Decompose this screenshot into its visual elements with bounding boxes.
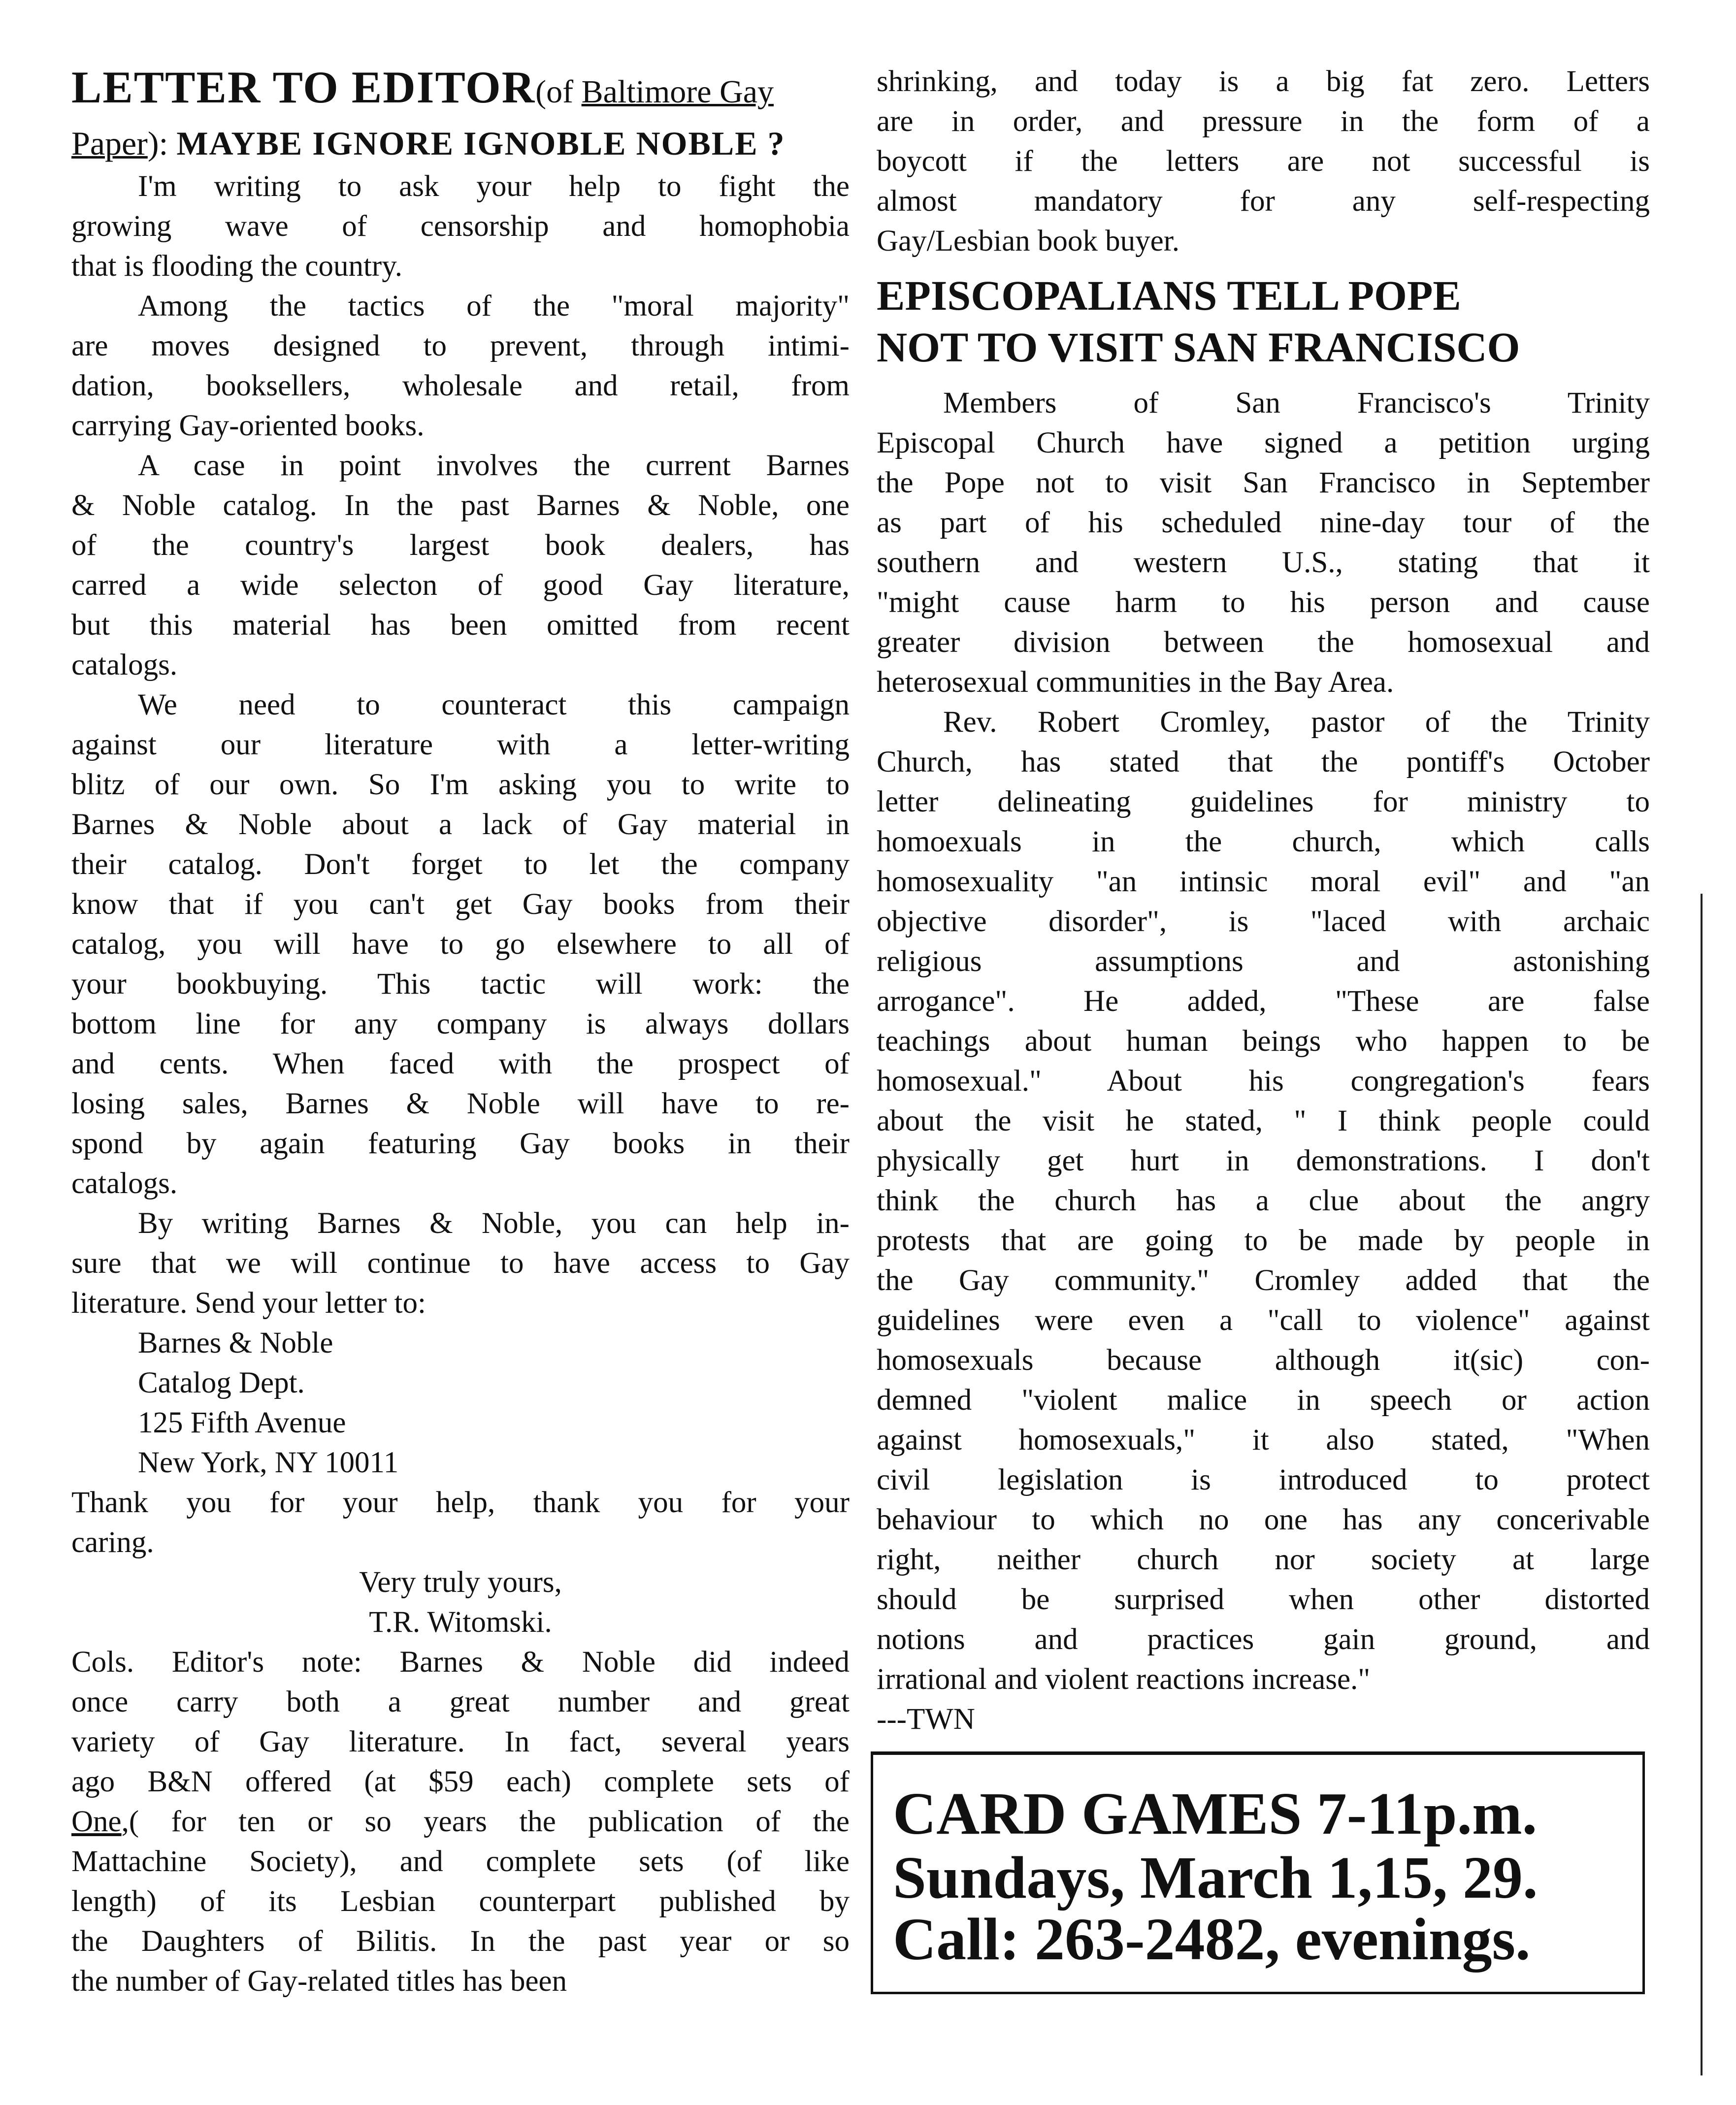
source-name-cont: Paper (71, 125, 148, 162)
text-line: civil legislation is introduced to protect (877, 1463, 1650, 1496)
text-line: think the church has a clue about the angry (877, 1184, 1650, 1217)
text-line: 125 Fifth Avenue (138, 1406, 346, 1439)
text-line: letter delineating guidelines for ministry to (877, 785, 1650, 818)
text-line: catalog, you will have to go elsewhere to all of (71, 928, 850, 961)
text-line: growing wave of censorship and homophobia (71, 210, 850, 243)
text-line: about the visit he stated, " I think people could (877, 1104, 1650, 1137)
text-line: Members of San Francisco's Trinity (943, 387, 1650, 420)
text-line: spond by again featuring Gay books in their (71, 1127, 850, 1160)
letter-headline (71, 58, 850, 121)
text-line: their catalog. Don't forget to let the company (71, 848, 850, 881)
text-line: Gay/Lesbian book buyer. (877, 225, 1179, 258)
text-line: physically get hurt in demonstrations. I don't (877, 1144, 1650, 1177)
text-line: sure that we will continue to have access to Gay (71, 1247, 850, 1280)
letter-body (71, 166, 850, 2001)
text-line: Episcopal Church have signed a petition urging (877, 426, 1650, 459)
text-line: right, neither church nor society at large (877, 1543, 1650, 1576)
text-line: almost mandatory for any self-respecting (877, 185, 1650, 218)
text-line: protests that are going to be made by people in (877, 1224, 1650, 1257)
text-line: Cols. Editor's note: Barnes & Noble did indeed (71, 1646, 850, 1679)
text-line: are in order, and pressure in the form of a (877, 105, 1650, 138)
text-line: once carry both a great number and great (71, 1685, 850, 1718)
text-line: homosexual." About his congregation's fears (877, 1065, 1650, 1098)
text-line: irrational and violent reactions increase." (877, 1663, 1371, 1696)
text-line: the Pope not to visit San Francisco in September (877, 466, 1650, 499)
text-line: Thank you for your help, thank you for your (71, 1486, 850, 1519)
text-line: objective disorder", is "laced with archaic (877, 905, 1650, 938)
text-line: Barnes & Noble about a lack of Gay material in (71, 808, 850, 841)
text-line: A case in point involves the current Barnes (138, 449, 850, 482)
text-line: homoexuals in the church, which calls (877, 825, 1650, 858)
text-line: arrogance". He added, "These are false (877, 985, 1650, 1018)
text-line: guidelines were even a "call to violence" against (877, 1304, 1650, 1337)
text-line: carred a wide selecton of good Gay literature, (71, 569, 850, 602)
article-headline (877, 270, 1665, 373)
text-line: your bookbuying. This tactic will work: the (71, 968, 850, 1001)
text-line: behaviour to which no one has any concerivable (877, 1503, 1650, 1536)
source-name: Baltimore Gay (581, 74, 774, 110)
ad-line: Call: 263-2482, evenings. (893, 1906, 1531, 1973)
text-line: the Daughters of Bilitis. In the past year or so (71, 1925, 850, 1958)
headline-text: LETTER TO EDITOR (71, 62, 536, 112)
text-line: Catalog Dept. (138, 1366, 305, 1399)
continuation-text (877, 62, 1650, 261)
card-games-ad-box (871, 1751, 1645, 1994)
text-line: Church, has stated that the pontiff's October (877, 745, 1650, 778)
article-body (877, 383, 1650, 1739)
text-line: notions and practices gain ground, and (877, 1623, 1650, 1656)
ad-line: CARD GAMES 7-11p.m. (893, 1781, 1538, 1847)
text-line: of the country's largest book dealers, has (71, 529, 850, 562)
text-line: Very truly yours, (359, 1566, 562, 1599)
text-line: homosexuals because although it(sic) con- (877, 1344, 1650, 1377)
text-line: ago B&N offered (at $59 each) complete sets of (71, 1765, 850, 1798)
text-line: T.R. Witomski. (369, 1606, 552, 1639)
text-line: are moves designed to prevent, through intimi- (71, 329, 850, 362)
text-line: the number of Gay-related titles has been (71, 1965, 567, 1998)
text-line: dation, booksellers, wholesale and retail, from (71, 369, 850, 402)
text-line: should be surprised when other distorted (877, 1583, 1650, 1616)
text-line: against homosexuals," it also stated, "When (877, 1424, 1650, 1457)
text-line: We need to counteract this campaign (138, 688, 850, 721)
text-line: boycott if the letters are not successful is (877, 145, 1650, 178)
ad-line: Sundays, March 1,15, 29. (893, 1845, 1538, 1911)
text-line: losing sales, Barnes & Noble will have to re- (71, 1087, 850, 1120)
text-line: and cents. When faced with the prospect of (71, 1047, 850, 1080)
text-line: catalogs. (71, 648, 178, 681)
text-line: "might cause harm to his person and cause (877, 586, 1650, 619)
text-line: that is flooding the country. (71, 250, 403, 283)
article-headline-line: EPISCOPALIANS TELL POPE (877, 272, 1461, 319)
letter-subheadline (71, 121, 850, 165)
text-line: as part of his scheduled nine-day tour of the (877, 506, 1650, 539)
text-line: Rev. Robert Cromley, pastor of the Trinity (943, 706, 1650, 739)
source-prefix: (of (535, 74, 582, 110)
text-line: literature. Send your letter to: (71, 1287, 426, 1320)
text-line: heterosexual communities in the Bay Area. (877, 666, 1394, 699)
text-line: One,( for ten or so years the publication of the (71, 1805, 850, 1838)
subheadline-text: MAYBE IGNORE IGNOBLE NOBLE ? (176, 125, 786, 162)
text-line: Mattachine Society), and complete sets (of like (71, 1845, 850, 1878)
text-line: teachings about human beings who happen to be (877, 1025, 1650, 1058)
text-line: the Gay community." Cromley added that the (877, 1264, 1650, 1297)
text-line: shrinking, and today is a big fat zero. Letters (877, 65, 1650, 98)
text-line: catalogs. (71, 1167, 178, 1200)
text-line: know that if you can't get Gay books from their (71, 888, 850, 921)
text-line: religious assumptions and astonishing (877, 945, 1650, 978)
text-line: blitz of our own. So I'm asking you to write to (71, 768, 850, 801)
text-line: & Noble catalog. In the past Barnes & Noble, one (71, 489, 850, 522)
text-line: By writing Barnes & Noble, you can help in- (138, 1207, 850, 1240)
text-line: I'm writing to ask your help to fight the (138, 170, 850, 203)
column-rule (1701, 894, 1703, 2075)
letter-to-editor-column (71, 58, 850, 2001)
text-line: greater division between the homosexual and (877, 626, 1650, 659)
text-line: Barnes & Noble (138, 1327, 333, 1360)
text-line: bottom line for any company is always dollars (71, 1007, 850, 1040)
source-suffix: ): (147, 125, 177, 162)
text-line: against our literature with a letter-writing (71, 728, 850, 761)
article-headline-line: NOT TO VISIT SAN FRANCISCO (877, 324, 1520, 371)
text-line: variety of Gay literature. In fact, several years (71, 1725, 850, 1758)
text-line: homosexuality "an intinsic moral evil" and "an (877, 865, 1650, 898)
text-line: carrying Gay-oriented books. (71, 409, 425, 442)
text-line: ---TWN (877, 1703, 975, 1736)
text-line: caring. (71, 1526, 154, 1559)
text-line: demned "violent malice in speech or action (877, 1384, 1650, 1417)
text-line: southern and western U.S., stating that it (877, 546, 1650, 579)
text-line: New York, NY 10011 (138, 1446, 399, 1479)
text-line: length) of its Lesbian counterpart published by (71, 1885, 850, 1918)
text-line: Among the tactics of the "moral majority" (138, 290, 850, 323)
text-line: but this material has been omitted from recent (71, 609, 850, 642)
